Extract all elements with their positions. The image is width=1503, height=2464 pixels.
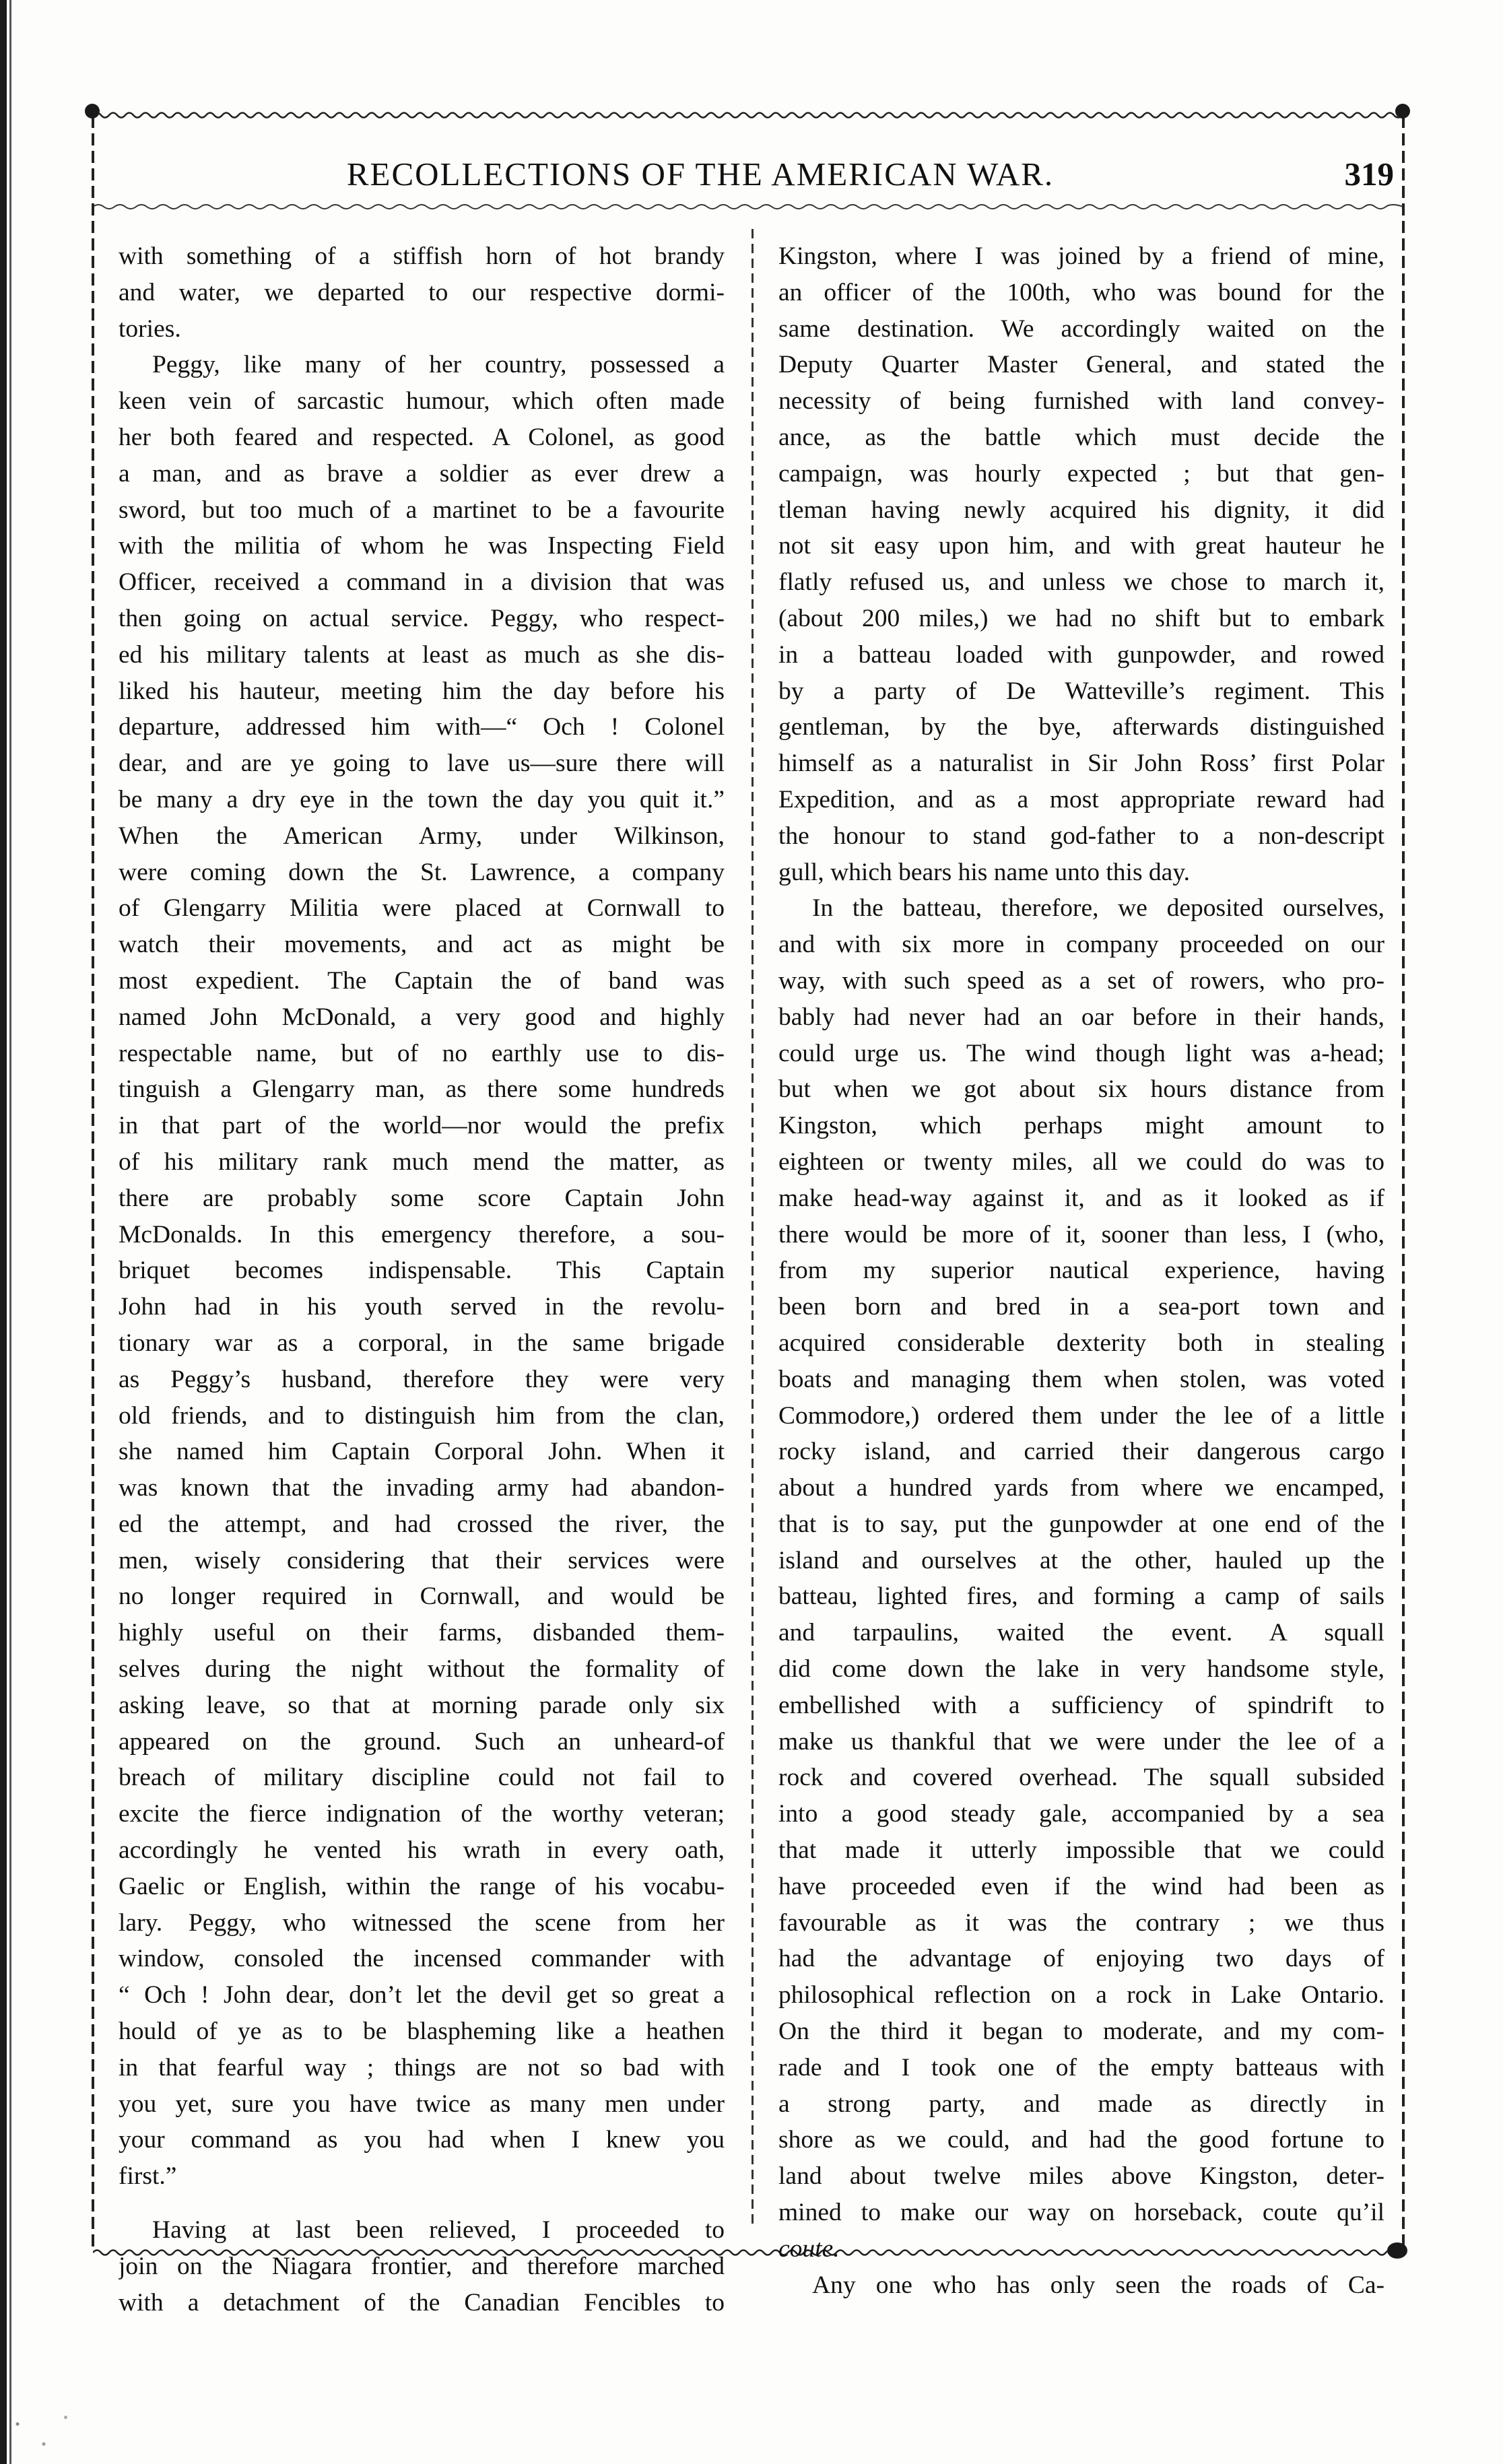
text-line: have proceeded even if the wind had been as xyxy=(778,1872,1384,1900)
text-line: island and ourselves at the other, hauled up the xyxy=(778,1546,1384,1574)
text-line: way, with such speed as a set of rowers, who pro- xyxy=(778,966,1384,995)
text-line: respectable name, but of no earthly use to dis- xyxy=(119,1039,725,1067)
page-number: 319 xyxy=(1344,156,1394,193)
text-line: Kingston, which perhaps might amount to xyxy=(778,1112,1384,1140)
text-line: from my superior nautical experience, having xyxy=(778,1257,1384,1285)
text-line: excite the fierce indignation of the worthy veteran; xyxy=(119,1800,725,1828)
text-line: McDonalds. In this emergency therefore, a sou- xyxy=(119,1220,725,1248)
page-edge-shadow xyxy=(0,0,7,2464)
text-line: shore as we could, and had the good fortune to xyxy=(778,2126,1384,2154)
text-line: most expedient. The Captain the of band was xyxy=(119,966,725,995)
text-line: that made it utterly impossible that we could xyxy=(778,1836,1384,1865)
text-line: himself as a naturalist in Sir John Ross’ first Polar xyxy=(778,750,1384,778)
text-line: ed the attempt, and had crossed the river, the xyxy=(119,1510,725,1538)
text-line: with a detachment of the Canadian Fencibles to xyxy=(119,2288,725,2317)
text-line: breach of military discipline could not fail to xyxy=(119,1764,725,1792)
ornamental-rule-under-heading xyxy=(93,202,1403,211)
text-line: there would be more of it, sooner than less, I (who, xyxy=(778,1220,1384,1248)
text-line: (about 200 miles,) we had no shift but to embark xyxy=(778,604,1384,632)
text-line: but when we got about six hours distance from xyxy=(778,1075,1384,1104)
text-line: necessity of being furnished with land convey- xyxy=(778,387,1384,415)
scan-speckle xyxy=(0,2397,88,2464)
text-line: lary. Peggy, who witnessed the scene from her xyxy=(119,1908,725,1937)
corner-ornament-bottom-right xyxy=(1387,2242,1407,2259)
text-line: had the advantage of enjoying two days of xyxy=(778,1945,1384,1973)
ornamental-border-left xyxy=(92,116,94,2252)
text-line: dear, and are ye going to lave us—sure there will xyxy=(119,750,725,778)
text-line: not sit easy upon him, and with great hauteur he xyxy=(778,532,1384,560)
text-line: Commodore,) ordered them under the lee of a little xyxy=(778,1401,1384,1430)
text-line: then going on actual service. Peggy, who respect- xyxy=(119,604,725,632)
text-line: as Peggy’s husband, therefore they were very xyxy=(119,1365,725,1393)
text-line: make head-way against it, and as it looked as if xyxy=(778,1184,1384,1212)
text-line: liked his hauteur, meeting him the day before his xyxy=(119,677,725,705)
corner-ornament-top-left xyxy=(85,104,100,119)
text-line: be many a dry eye in the town the day you quit it.” xyxy=(119,785,725,813)
text-line: acquired considerable dexterity both in stealing xyxy=(778,1329,1384,1357)
text-line: you yet, sure you have twice as many men under xyxy=(119,2090,725,2118)
text-line: land about twelve miles above Kingston, deter- xyxy=(778,2162,1384,2191)
text-line: the honour to stand god-father to a non-descript xyxy=(778,822,1384,850)
text-line: old friends, and to distinguish him from the clan, xyxy=(119,1401,725,1430)
text-line: in that part of the world—nor would the prefix xyxy=(119,1112,725,1140)
text-line: eighteen or twenty miles, all we could do was to xyxy=(778,1147,1384,1176)
text-line: Peggy, like many of her country, possessed a xyxy=(152,351,725,379)
text-line: favourable as it was the contrary ; we thus xyxy=(778,1908,1384,1937)
text-line: could urge us. The wind though light was a-head; xyxy=(778,1039,1384,1067)
text-line: coute. xyxy=(778,2234,840,2263)
text-line: men, wisely considering that their services were xyxy=(119,1546,725,1574)
text-line: Any one who has only seen the roads of Ca- xyxy=(812,2271,1384,2299)
text-line: your command as you had when I knew you xyxy=(119,2126,725,2154)
text-line: an officer of the 100th, who was bound for the xyxy=(778,278,1384,306)
text-line: ed his military talents at least as much as she dis- xyxy=(119,640,725,669)
text-line: Deputy Quarter Master General, and stated the xyxy=(778,351,1384,379)
text-line: boats and managing them when stolen, was voted xyxy=(778,1365,1384,1393)
ornamental-border-right xyxy=(1402,116,1405,2252)
text-line: her both feared and respected. A Colonel, as good xyxy=(119,423,725,451)
text-line: tleman having newly acquired his dignity, it did xyxy=(778,496,1384,524)
text-line: was known that the invading army had abandon- xyxy=(119,1474,725,1502)
text-line: there are probably some score Captain John xyxy=(119,1184,725,1212)
corner-ornament-top-right xyxy=(1395,104,1410,119)
text-line: mined to make our way on horseback, coute qu’il xyxy=(778,2199,1384,2227)
text-line: keen vein of sarcastic humour, which often made xyxy=(119,387,725,415)
ornamental-border-top xyxy=(93,110,1403,120)
text-line: ance, as the battle which must decide the xyxy=(778,423,1384,451)
page-edge-line xyxy=(9,0,11,2464)
running-head-title: RECOLLECTIONS OF THE AMERICAN WAR. xyxy=(346,156,1055,193)
text-line: asking leave, so that at morning parade only six xyxy=(119,1691,725,1719)
text-line: tories. xyxy=(119,314,181,343)
text-line: by a party of De Watteville’s regiment. This xyxy=(778,677,1384,705)
text-line: gentleman, by the bye, afterwards distinguished xyxy=(778,713,1384,741)
text-line: with something of a stiffish horn of hot brandy xyxy=(119,242,725,270)
text-line: When the American Army, under Wilkinson, xyxy=(119,822,725,850)
text-line: she named him Captain Corporal John. When it xyxy=(119,1438,725,1466)
text-line: were coming down the St. Lawrence, a company xyxy=(119,858,725,886)
text-line: tinguish a Glengarry man, as there some hundreds xyxy=(119,1075,725,1104)
text-line: appeared on the ground. Such an unheard-of xyxy=(119,1727,725,1756)
text-line: been born and bred in a sea-port town and xyxy=(778,1293,1384,1321)
text-line: accordingly he vented his wrath in every oath, xyxy=(119,1836,725,1865)
text-line: Having at last been relieved, I proceeded to xyxy=(152,2216,725,2244)
text-line: John had in his youth served in the revolu- xyxy=(119,1293,725,1321)
text-line: a strong party, and made as directly in xyxy=(778,2090,1384,2118)
text-line: batteau, lighted fires, and forming a camp of sails xyxy=(778,1583,1384,1611)
text-line: Officer, received a command in a division that was xyxy=(119,568,725,597)
text-line: of Glengarry Militia were placed at Cornwall to xyxy=(119,894,725,923)
text-line: “ Och ! John dear, don’t let the devil get so great a xyxy=(119,1981,725,2009)
text-line: tionary war as a corporal, in the same brigade xyxy=(119,1329,725,1357)
text-line: sword, but too much of a martinet to be a favourite xyxy=(119,496,725,524)
text-line: into a good steady gale, accompanied by a sea xyxy=(778,1800,1384,1828)
text-line: first.” xyxy=(119,2162,177,2191)
text-line: with the militia of whom he was Inspecting Field xyxy=(119,532,725,560)
text-line: campaign, was hourly expected ; but that gen- xyxy=(778,459,1384,488)
text-line: and water, we departed to our respective dormi- xyxy=(119,278,725,306)
text-line: make us thankful that we were under the lee of a xyxy=(778,1727,1384,1756)
text-line: rock and covered overhead. The squall subsided xyxy=(778,1764,1384,1792)
text-line: and with six more in company proceeded on our xyxy=(778,931,1384,959)
text-line: window, consoled the incensed commander with xyxy=(119,1945,725,1973)
text-line: hould of ye as to be blaspheming like a heathen xyxy=(119,2018,725,2046)
paragraph-gap xyxy=(119,2195,725,2212)
text-line: in a batteau loaded with gunpowder, and rowed xyxy=(778,640,1384,669)
text-line: that is to say, put the gunpowder at one end of the xyxy=(778,1510,1384,1538)
text-line: embellished with a sufficiency of spindrift to xyxy=(778,1691,1384,1719)
text-line: flatly refused us, and unless we chose to march it, xyxy=(778,568,1384,597)
text-line: In the batteau, therefore, we deposited ourselves, xyxy=(812,894,1384,923)
text-line: named John McDonald, a very good and highly xyxy=(119,1003,725,1031)
text-line: Kingston, where I was joined by a friend of mine, xyxy=(778,242,1384,270)
text-line: a man, and as brave a soldier as ever drew a xyxy=(119,459,725,488)
text-line: philosophical reflection on a rock in Lake Ontario. xyxy=(778,1981,1384,2009)
text-line: highly useful on their farms, disbanded them- xyxy=(119,1619,725,1647)
text-column-right xyxy=(778,238,1384,2303)
text-line: watch their movements, and act as might be xyxy=(119,931,725,959)
text-line: no longer required in Cornwall, and would be xyxy=(119,1583,725,1611)
text-line: selves during the night without the formality of xyxy=(119,1655,725,1684)
text-line: and tarpaulins, waited the event. A squall xyxy=(778,1619,1384,1647)
text-line: departure, addressed him with—“ Och ! Colonel xyxy=(119,713,725,741)
text-line: did come down the lake in very handsome style, xyxy=(778,1655,1384,1684)
text-line: in that fearful way ; things are not so bad with xyxy=(119,2053,725,2082)
text-line: same destination. We accordingly waited on the xyxy=(778,314,1384,343)
text-line: Gaelic or English, within the range of his vocabu- xyxy=(119,1872,725,1900)
text-line: gull, which bears his name unto this day. xyxy=(778,858,1191,886)
column-divider xyxy=(752,229,754,2229)
text-line: briquet becomes indispensable. This Captain xyxy=(119,1257,725,1285)
text-line: join on the Niagara frontier, and therefore marched xyxy=(119,2252,725,2280)
text-line: of his military rank much mend the matter, as xyxy=(119,1147,725,1176)
text-line: On the third it began to moderate, and my com- xyxy=(778,2018,1384,2046)
text-line: rade and I took one of the empty batteaus with xyxy=(778,2053,1384,2082)
text-line: Expedition, and as a most appropriate reward had xyxy=(778,785,1384,813)
text-line: about a hundred yards from where we encamped, xyxy=(778,1474,1384,1502)
text-line: bably had never had an oar before in their hands, xyxy=(778,1003,1384,1031)
text-column-left xyxy=(119,238,725,2321)
text-line: rocky island, and carried their dangerous cargo xyxy=(778,1438,1384,1466)
